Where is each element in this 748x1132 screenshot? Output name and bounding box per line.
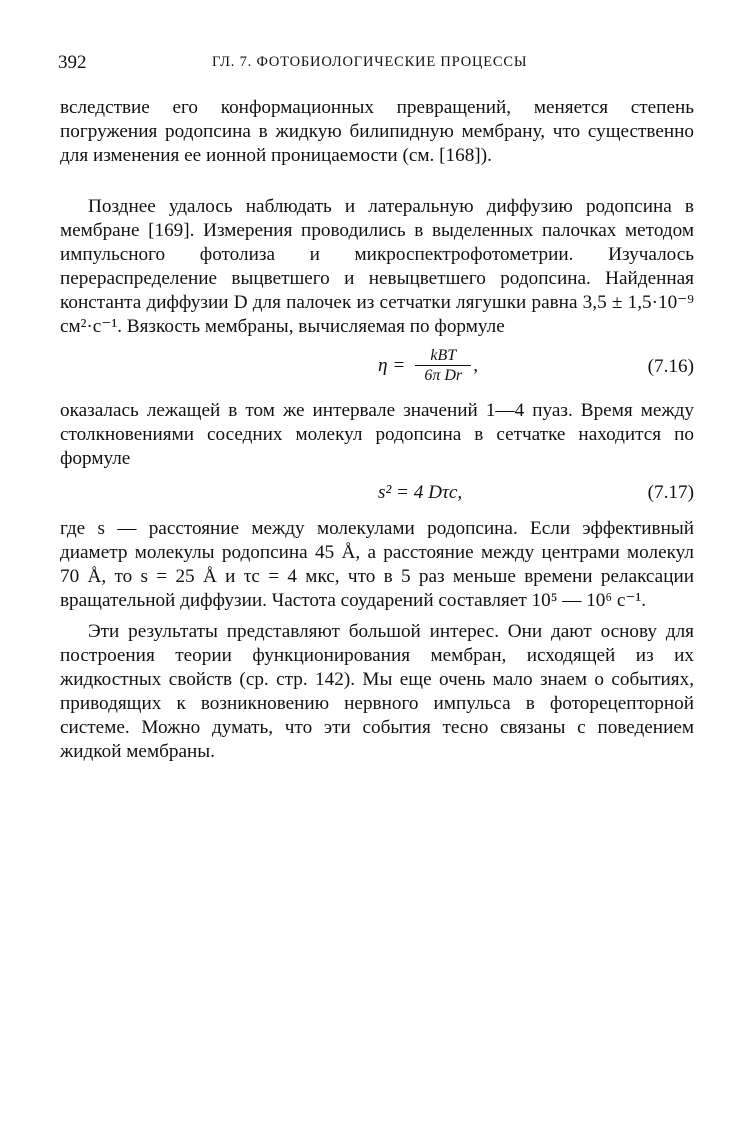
equation-7-16 <box>60 341 694 399</box>
fraction <box>415 347 471 386</box>
paragraph-3: оказалась лежащей в том же интервале значений 1—4 пуаз. Время между столкновениями соседних молекул родопсина в сетчатке находится по формуле <box>60 400 694 470</box>
running-title: ГЛ. 7. ФОТОБИОЛОГИЧЕСКИЕ ПРОЦЕССЫ <box>212 54 528 70</box>
equation-number-7-17: (7.17) <box>647 482 694 503</box>
page-header <box>58 52 694 76</box>
formula-lhs: η = <box>378 355 406 377</box>
paragraph-4: где s — расстояние между молекулами родопсина. Если эффективный диаметр молекулы родопсина 45 Å, а расстояние между центрами молекул 70 Å, то s = 25 Å и τc = 4 мкс, что в 5 раз меньше времени релаксации вращательной диффузии. Частота соударений составляет 10⁵ — 10⁶ с⁻¹. <box>60 518 694 612</box>
equation-7-17 <box>60 473 694 517</box>
fraction-numerator: kBT <box>430 347 457 364</box>
equation-number-7-16: (7.16) <box>647 356 694 377</box>
collision-time-formula: s² = 4 Dτc, <box>378 482 463 503</box>
page-body <box>60 96 694 763</box>
fraction-denominator: 6π Dr <box>424 367 463 384</box>
paragraph-1: вследствие его конформационных превращений, меняется степень погружения родопсина в жидкую билипидную мембрану, что существенно для изменения ее ионной проницаемости (см. [168]). <box>60 97 694 167</box>
formula-comma: , <box>473 355 479 377</box>
paragraph-2: Позднее удалось наблюдать и латеральную диффузию родопсина в мембране [169]. Измерения проводились в выделенных палочках методом импульсного фотолиза и микроспектрофотометрии. Изучалось перераспределение выцветшего и невыцветшего родопсина. Найденная константа диффузии D для палочек из сетчатки лягушки равна 3,5 ± 1,5·10⁻⁹ см²·с⁻¹. Вязкость мембраны, вычисляемая по формуле <box>60 196 694 338</box>
page-number: 392 <box>58 52 87 73</box>
paragraph-5: Эти результаты представляют большой интерес. Они дают основу для построения теории функционирования мембран, исходящей из их жидкостных свойств (ср. стр. 142). Мы еще очень мало знаем о событиях, приводящих к возникновению нервного импульса в фоторецепторной системе. Можно думать, что эти события тесно связаны с поведением жидкой мембраны. <box>60 621 694 763</box>
viscosity-formula <box>378 347 478 386</box>
